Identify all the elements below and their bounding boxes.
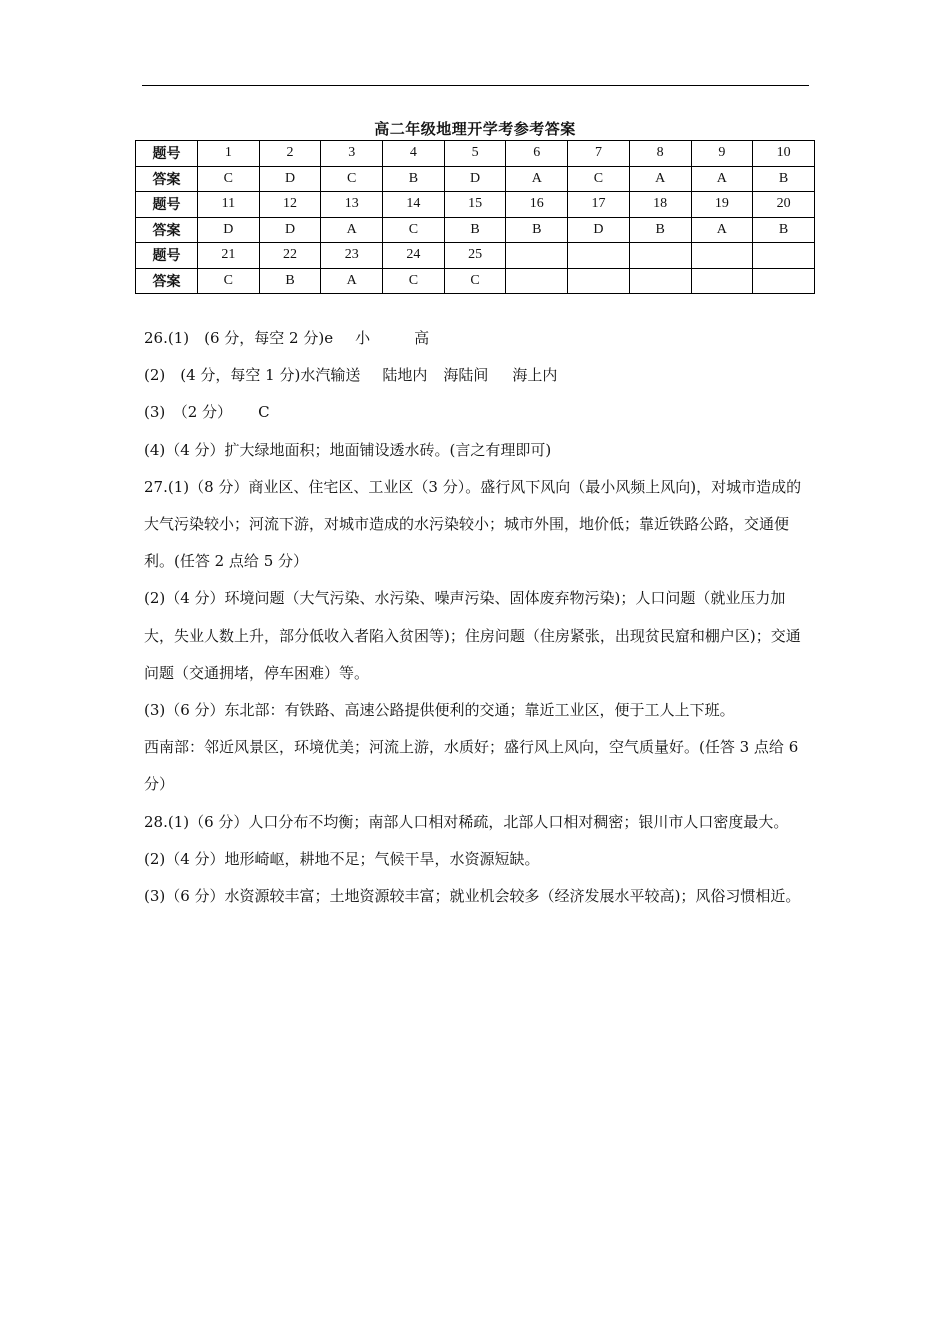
table-cell: A bbox=[506, 166, 568, 192]
row-header: 题号 bbox=[136, 243, 198, 269]
table-cell: 24 bbox=[383, 243, 445, 269]
q26-2-answer-b: 海陆间 bbox=[443, 366, 489, 385]
table-row bbox=[136, 268, 815, 294]
q28-part-1: 28.(1)（6 分）人口分布不均衡；南部人口相对稀疏，北部人口相对稠密；银川市人口密度最大。 bbox=[144, 812, 789, 831]
table-cell bbox=[506, 268, 568, 294]
table-cell: A bbox=[321, 268, 383, 294]
q26-3-answer: C bbox=[258, 403, 270, 422]
table-cell: C bbox=[321, 166, 383, 192]
row-header: 答案 bbox=[136, 268, 198, 294]
q26-1-answer-a: 小 bbox=[355, 329, 371, 347]
q28-part-3: (3)（6 分）水资源较丰富；土地资源较丰富；就业机会较多（经济发展水平较高)；风俗习惯相近。 bbox=[144, 887, 801, 906]
table-cell bbox=[568, 268, 630, 294]
table-cell bbox=[568, 243, 630, 269]
table-cell: 16 bbox=[506, 192, 568, 218]
answer-table-body bbox=[136, 141, 815, 294]
table-cell: C bbox=[444, 268, 506, 294]
table-cell: 11 bbox=[198, 192, 260, 218]
q26-2-answer-a: 陆地内 bbox=[382, 366, 428, 385]
table-cell: 4 bbox=[383, 141, 445, 167]
table-cell: 21 bbox=[198, 243, 260, 269]
q26-1-answer-b: 高 bbox=[414, 329, 430, 347]
table-cell: 20 bbox=[753, 192, 815, 218]
q26-line-1 bbox=[144, 320, 812, 357]
table-cell: 1 bbox=[198, 141, 260, 167]
table-cell bbox=[506, 243, 568, 269]
table-cell: 17 bbox=[568, 192, 630, 218]
answer-text bbox=[144, 320, 812, 915]
table-cell bbox=[629, 243, 691, 269]
table-cell bbox=[753, 243, 815, 269]
table-cell: 13 bbox=[321, 192, 383, 218]
table-cell: D bbox=[259, 166, 321, 192]
table-cell: 8 bbox=[629, 141, 691, 167]
table-row bbox=[136, 217, 815, 243]
row-header: 答案 bbox=[136, 217, 198, 243]
table-row bbox=[136, 166, 815, 192]
q26-line-4: (4)（4 分）扩大绿地面积；地面铺设透水砖。(言之有理即可) bbox=[144, 440, 552, 459]
table-cell: A bbox=[691, 166, 753, 192]
table-cell: 2 bbox=[259, 141, 321, 167]
table-cell: A bbox=[691, 217, 753, 243]
q26-line-2 bbox=[144, 357, 812, 394]
table-cell bbox=[691, 243, 753, 269]
table-cell: 10 bbox=[753, 141, 815, 167]
table-cell: C bbox=[198, 268, 260, 294]
q26-3-prefix: (3) （2 分） bbox=[144, 403, 233, 422]
q26-2-answer-c: 海上内 bbox=[512, 366, 558, 385]
q27-part-3a: (3)（6 分）东北部：有铁路、高速公路提供便利的交通；靠近工业区，便于工人上下班。 bbox=[144, 701, 735, 720]
table-cell: 7 bbox=[568, 141, 630, 167]
table-cell bbox=[629, 268, 691, 294]
table-cell: 19 bbox=[691, 192, 753, 218]
table-cell: B bbox=[383, 166, 445, 192]
table-cell: 14 bbox=[383, 192, 445, 218]
table-cell: 6 bbox=[506, 141, 568, 167]
table-row bbox=[136, 192, 815, 218]
answer-table bbox=[135, 140, 815, 294]
table-cell: 15 bbox=[444, 192, 506, 218]
table-cell: D bbox=[259, 217, 321, 243]
row-header: 答案 bbox=[136, 166, 198, 192]
table-cell: 23 bbox=[321, 243, 383, 269]
table-cell: 12 bbox=[259, 192, 321, 218]
table-cell: 5 bbox=[444, 141, 506, 167]
table-cell: C bbox=[198, 166, 260, 192]
table-cell: B bbox=[753, 166, 815, 192]
table-cell: D bbox=[198, 217, 260, 243]
table-cell: D bbox=[568, 217, 630, 243]
q26-2-prefix: (2) (4 分，每空 1 分)水汽输送 bbox=[144, 366, 361, 385]
table-cell bbox=[753, 268, 815, 294]
table-cell: A bbox=[321, 217, 383, 243]
table-cell: B bbox=[629, 217, 691, 243]
q26-line-3 bbox=[144, 394, 812, 431]
row-header: 题号 bbox=[136, 141, 198, 167]
table-cell: C bbox=[383, 268, 445, 294]
table-cell: A bbox=[629, 166, 691, 192]
table-cell: 9 bbox=[691, 141, 753, 167]
table-cell: B bbox=[259, 268, 321, 294]
table-cell: B bbox=[506, 217, 568, 243]
table-cell: 3 bbox=[321, 141, 383, 167]
header-rule bbox=[142, 85, 809, 86]
table-cell: 22 bbox=[259, 243, 321, 269]
page-title: 高二年级地理开学考参考答案 bbox=[374, 120, 576, 138]
table-cell: C bbox=[383, 217, 445, 243]
q26-1-prefix: 26.(1) (6 分，每空 2 分)e bbox=[144, 329, 334, 347]
table-cell: D bbox=[444, 166, 506, 192]
q27-part-1: 27.(1)（8 分）商业区、住宅区、工业区（3 分）。盛行风下风向（最小风频上风向)，对城市造成的大气污染较小；河流下游，对城市造成的水污染较小；城市外围，地价低；靠近铁路公路，交通便利。(任答 2 点给 5 分） bbox=[144, 477, 802, 571]
table-row bbox=[136, 141, 815, 167]
table-cell: B bbox=[753, 217, 815, 243]
table-cell: C bbox=[568, 166, 630, 192]
table-cell: 18 bbox=[629, 192, 691, 218]
row-header: 题号 bbox=[136, 192, 198, 218]
q28-part-2: (2)（4 分）地形崎岖，耕地不足；气候干旱，水资源短缺。 bbox=[144, 849, 540, 868]
table-cell: B bbox=[444, 217, 506, 243]
table-cell: 25 bbox=[444, 243, 506, 269]
table-cell bbox=[691, 268, 753, 294]
q27-part-3b: 西南部：邻近风景区，环境优美；河流上游，水质好；盛行风上风向，空气质量好。(任答 3 点给 6 分） bbox=[144, 738, 799, 794]
q27-part-2: (2)（4 分）环境问题（大气污染、水污染、噪声污染、固体废弃物污染)；人口问题（就业压力加大，失业人数上升，部分低收入者陷入贫困等)；住房问题（住房紧张，出现贫民窟和棚户区)；交通问题（交通拥堵，停车困难）等。 bbox=[144, 589, 801, 682]
table-row bbox=[136, 243, 815, 269]
